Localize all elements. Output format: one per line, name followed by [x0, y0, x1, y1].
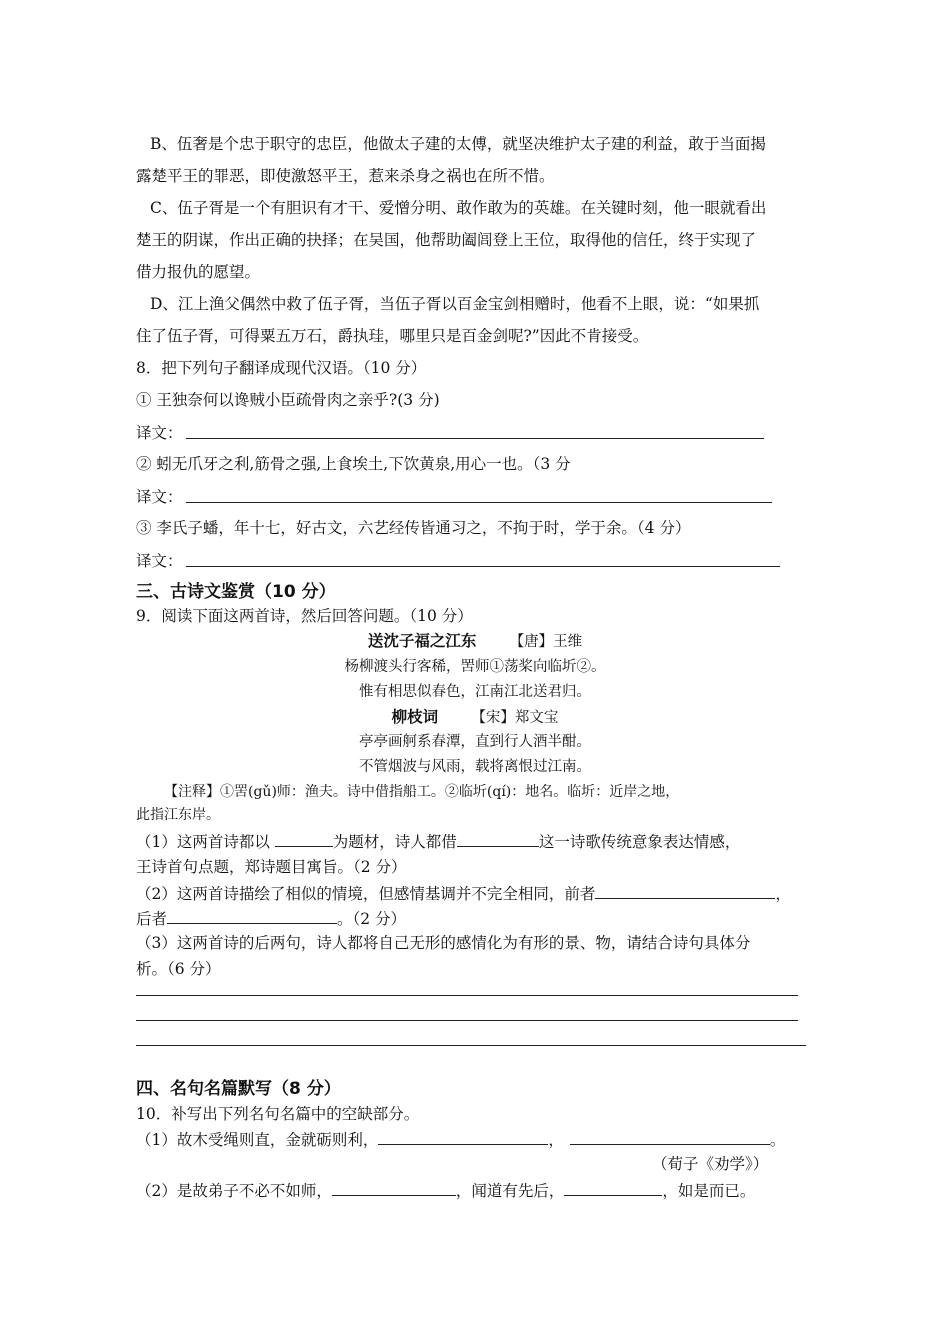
option-d-line1: D、江上渔父偶然中救了伍子胥，当伍子胥以百金宝剑相赠时，他看不上眼，说：“如果抓: [150, 295, 760, 313]
q9-answer-line-1[interactable]: [136, 995, 798, 996]
q8-sentence-1: ① 王独奈何以谗贼小臣疏骨肉之亲乎?(3 分): [136, 391, 440, 409]
poem2-author: 【宋】郑文宝: [471, 710, 559, 726]
poem2-title: 柳枝词: [391, 707, 439, 726]
q9-part2-line1: [136, 882, 791, 905]
q10-item2-text-a: （2）是故弟子不必不如师，: [136, 1182, 332, 1200]
poem1-line-1: 杨柳渡头行客稀，罟师①荡桨向临圻②。: [344, 659, 606, 675]
q10-title: 10．补写出下列名句名篇中的空缺部分。: [136, 1105, 420, 1123]
option-b-line1: B、伍奢是个忠于职守的忠臣，他做太子建的太傅，就坚决维护太子建的利益，敢于当面揭: [150, 135, 766, 153]
q9-part1-text-b: 为题材，诗人都借: [332, 833, 457, 851]
q9-title: 9．阅读下面这两首诗，然后回答问题。（10 分）: [136, 607, 473, 625]
q9-part2-text-d: 。（2 分）: [337, 910, 407, 928]
q8-title: 8．把下列句子翻译成现代汉语。（10 分）: [136, 359, 427, 377]
poem2-header: [0, 706, 950, 729]
q10-item2: [136, 1179, 755, 1202]
q9-part2-text-c: 后者: [136, 910, 168, 928]
q8-answer-label-2: 译文：: [136, 488, 183, 506]
poem-note-line2: 此指江东岸。: [136, 807, 220, 823]
q10-item1-source: （荀子《劝学》）: [652, 1155, 769, 1173]
q10-item1-blank-1[interactable]: [378, 1128, 548, 1145]
option-c-line2: 楚王的阴谋，作出正确的抉择；在吴国，他帮助阖闾登上王位，取得他的信任，终于实现了: [136, 231, 757, 249]
q9-answer-line-3[interactable]: [136, 1045, 806, 1046]
q8-answer-line-3[interactable]: [186, 566, 780, 567]
q8-sentence-3: ③ 李氏子蟠，年十七，好古文，六艺经传皆通习之，不拘于时，学于余。（4 分）: [136, 519, 691, 537]
q9-part1-line1: [136, 830, 740, 853]
poem1-author: 【唐】王维: [509, 634, 583, 650]
q9-part2-blank-2[interactable]: [167, 907, 337, 924]
q10-item1-text-b: ，: [548, 1131, 564, 1149]
poem2-line-1: 亭亭画舸系春潭，直到行人酒半酣。: [359, 734, 591, 750]
q9-part1-text-a: （1）这两首诗都以: [136, 833, 275, 851]
q8-answer-line-2[interactable]: [186, 502, 772, 503]
q8-answer-line-1[interactable]: [186, 438, 764, 439]
q8-sentence-2: ② 蚓无爪牙之利,筋骨之强,上食埃土,下饮黄泉,用心一也。（3 分: [136, 455, 571, 473]
q10-item1-text-c: 。: [769, 1131, 786, 1149]
option-c-line1: C、伍子胥是一个有胆识有才干、爱憎分明、敢作敢为的英雄。在关键时刻，他一眼就看出: [150, 199, 767, 217]
q9-part3-line1: （3）这两首诗的后两句，诗人都将自己无形的感情化为有形的景、物，请结合诗句具体分: [136, 934, 751, 952]
q9-answer-line-2[interactable]: [136, 1020, 798, 1021]
option-d-line2: 住了伍子胥，可得粟五万石，爵执珪，哪里只是百金剑呢?”因此不肯接受。: [136, 327, 649, 345]
poem1-line-2: 惟有相思似春色，江南江北送君归。: [359, 684, 591, 700]
q9-part2-text-b: ，: [775, 885, 791, 903]
q9-part2-line2: [136, 907, 406, 930]
q9-part2-text-a: （2）这两首诗描绘了相似的情境，但感情基调并不完全相同，前者: [136, 885, 596, 903]
q10-item1-blank-2[interactable]: [570, 1128, 770, 1145]
q9-part1-blank-2[interactable]: [457, 830, 539, 847]
q8-answer-label-3: 译文：: [136, 552, 183, 570]
q9-part2-blank-1[interactable]: [595, 882, 775, 899]
option-c-line3: 借力报仇的愿望。: [136, 263, 261, 281]
poem1-header: [0, 630, 950, 653]
q9-part1-blank-1[interactable]: [275, 830, 333, 847]
q10-item1-text-a: （1）故木受绳则直，金就砺则利，: [136, 1131, 379, 1149]
poem-note-line1: 【注释】①罟(gǔ)师：渔夫。诗中借指船工。②临圻(qí)：地名。临圻：近岸之地，: [164, 784, 680, 800]
poem2-line-2: 不管烟波与风雨，载将离恨过江南。: [359, 759, 591, 775]
q10-item2-blank-2[interactable]: [564, 1179, 662, 1196]
q10-item1: [136, 1128, 785, 1151]
section3-heading: 三、古诗文鉴赏（10 分）: [136, 582, 336, 602]
q9-part1-text-c: 这一诗歌传统意象表达情感，: [538, 833, 741, 851]
q9-part1-line2: 王诗首句点题，郑诗题目寓旨。（2 分）: [136, 858, 407, 876]
section4-heading: 四、名句名篇默写（8 分）: [136, 1079, 341, 1099]
q8-answer-label-1: 译文：: [136, 424, 183, 442]
option-b-line2: 露楚平王的罪恶，即使激怒平王，惹来杀身之祸也在所不惜。: [136, 167, 555, 185]
poem1-title: 送沈子福之江东: [367, 631, 477, 650]
q9-part3-line2: 析。（6 分）: [136, 960, 221, 978]
q10-item2-text-b: ，闻道有先后，: [455, 1182, 565, 1200]
q10-item2-text-c: ，如是而已。: [662, 1182, 756, 1200]
q10-item2-blank-1[interactable]: [332, 1179, 456, 1196]
